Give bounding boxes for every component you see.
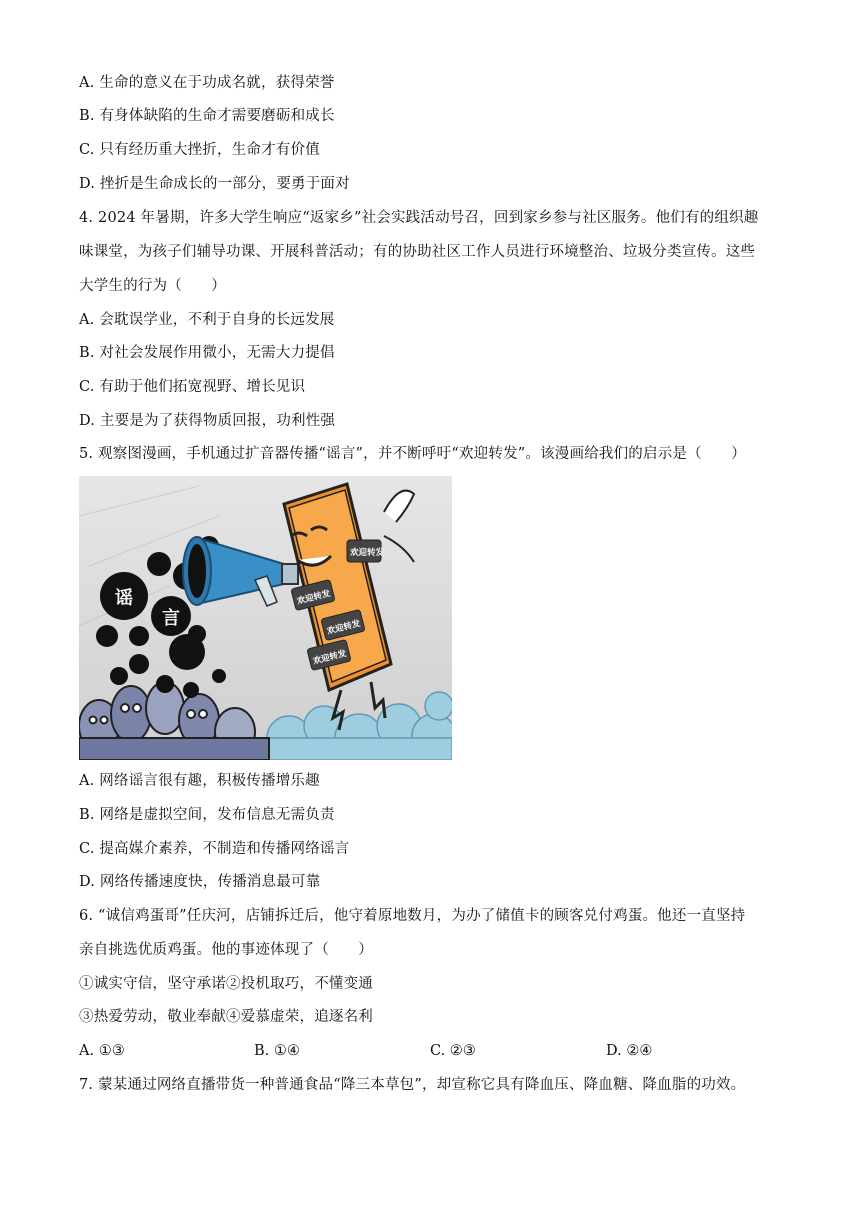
repost-bubble-3: 欢迎转发 xyxy=(326,618,362,637)
q3-option-a: A. 生命的意义在于功成名就，获得荣誉 xyxy=(79,75,335,91)
q3-option-c: C. 只有经历重大挫折，生命才有价值 xyxy=(79,142,320,158)
q6-option-b: B. ①④ xyxy=(254,1043,300,1059)
q3-option-b: B. 有身体缺陷的生命才需要磨砺和成长 xyxy=(79,108,335,124)
q5-option-c: C. 提高媒介素养，不制造和传播网络谣言 xyxy=(79,841,350,857)
rumor-comic-illustration xyxy=(79,476,452,760)
q6-option-c: C. ②③ xyxy=(430,1043,476,1059)
q6-stem-line2: 亲自挑选优质鸡蛋。他的事迹体现了（ ） xyxy=(79,942,373,958)
q5-option-b: B. 网络是虚拟空间，发布信息无需负责 xyxy=(79,807,335,823)
q4-option-b: B. 对社会发展作用微小，无需大力提倡 xyxy=(79,345,335,361)
q4-stem-line2: 味课堂，为孩子们辅导功课、开展科普活动；有的协助社区工作人员进行环境整治、垃圾分类宣传。这些 xyxy=(79,244,756,260)
q6-stem-line1: 6. “诚信鸡蛋哥”任庆河，店铺拆迁后，他守着原地数月，为办了储值卡的顾客兑付鸡蛋。他还一直坚持 xyxy=(79,908,746,924)
rumor-char-2: 言 xyxy=(162,608,180,629)
q4-stem-line1: 4. 2024 年暑期，许多大学生响应“返家乡”社会实践活动号召，回到家乡参与社区服务。他们有的组织趣 xyxy=(79,210,759,226)
q6-option-a: A. ①③ xyxy=(79,1043,125,1059)
repost-bubble-2: 欢迎转发 xyxy=(296,588,332,607)
q5-option-d: D. 网络传播速度快，传播消息最可靠 xyxy=(79,874,321,890)
q6-option-d: D. ②④ xyxy=(606,1043,653,1059)
repost-bubble-1: 欢迎转发 xyxy=(350,548,385,558)
q4-option-d: D. 主要是为了获得物质回报，功利性强 xyxy=(79,413,336,429)
rumor-char-1: 谣 xyxy=(115,588,133,609)
repost-bubble-4: 欢迎转发 xyxy=(312,648,348,667)
q4-option-a: A. 会耽误学业，不利于自身的长远发展 xyxy=(79,312,335,328)
q4-stem-line3: 大学生的行为（ ） xyxy=(79,278,226,294)
q7-stem-line1: 7. 蒙某通过网络直播带货一种普通食品“降三本草包”，却宣称它具有降血压、降血糖、降血脂的功效。 xyxy=(79,1077,746,1093)
q3-option-d: D. 挫折是生命成长的一部分，要勇于面对 xyxy=(79,176,350,192)
q5-stem: 5. 观察图漫画，手机通过扩音器传播“谣言”，并不断呼吁“欢迎转发”。该漫画给我们的启示是（ ） xyxy=(79,446,746,462)
q6-items-3-4: ③热爱劳动，敬业奉献④爱慕虚荣，追逐名利 xyxy=(79,1009,373,1025)
q5-option-a: A. 网络谣言很有趣，积极传播增乐趣 xyxy=(79,773,320,789)
q4-option-c: C. 有助于他们拓宽视野、增长见识 xyxy=(79,379,306,395)
q6-items-1-2: ①诚实守信，坚守承诺②投机取巧，不懂变通 xyxy=(79,976,373,992)
